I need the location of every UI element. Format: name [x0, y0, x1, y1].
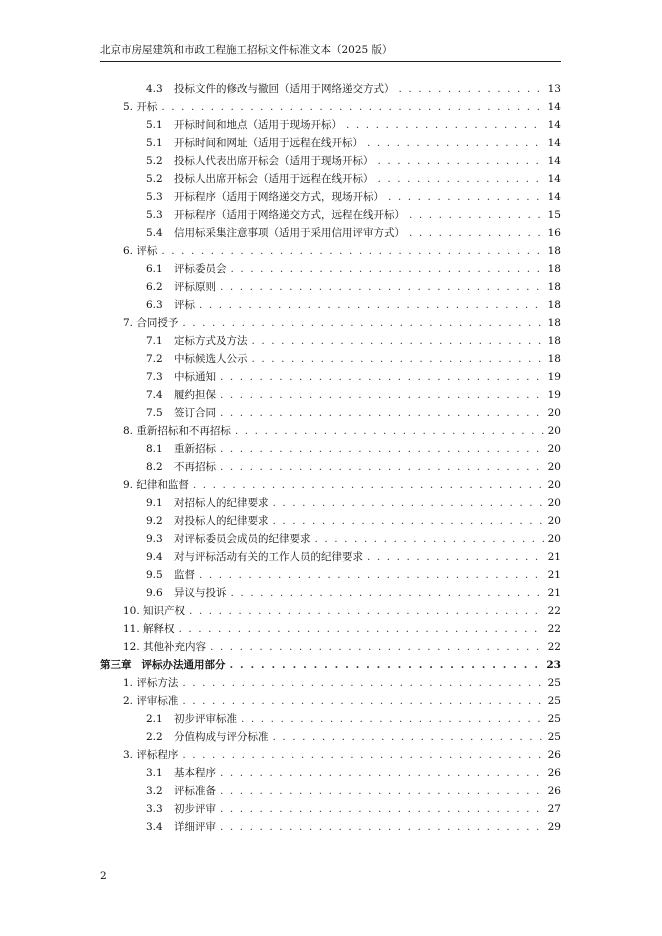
- toc-entry-number: 6.2: [146, 281, 163, 293]
- toc-entry[interactable]: [100, 474, 561, 492]
- toc-entry-number: 2.1: [146, 713, 163, 725]
- toc-entry-number: 9.5: [146, 569, 163, 581]
- toc-entry-page: 19: [547, 389, 561, 401]
- toc-entry-title: 12. 其他补充内容: [123, 641, 207, 653]
- dot-leader: [199, 568, 544, 582]
- toc-entry-title: 评标办法通用部分: [141, 659, 226, 671]
- toc-entry-number: 2.2: [146, 731, 163, 743]
- toc-entry-page: 25: [547, 677, 561, 689]
- toc-entry-page: 25: [547, 731, 561, 743]
- toc-entry-title: 6. 评标: [123, 245, 158, 257]
- toc-entry-title: 信用标采集注意事项（适用于采用信用评审方式）: [174, 227, 405, 239]
- dot-leader: [378, 172, 544, 186]
- dot-leader: [182, 676, 543, 690]
- toc-entry[interactable]: [100, 294, 561, 312]
- toc-entry-title: 中标候选人公示: [174, 353, 248, 365]
- dot-leader: [220, 406, 544, 420]
- toc-entry[interactable]: [100, 348, 561, 366]
- toc-entry[interactable]: [100, 708, 561, 726]
- dot-leader: [231, 586, 544, 600]
- toc-entry-page: 21: [547, 569, 561, 581]
- toc-entry-number: 第三章: [100, 659, 132, 671]
- toc-entry[interactable]: [100, 798, 561, 816]
- toc-entry-number: 7.2: [146, 353, 163, 365]
- toc-entry-page: 18: [547, 335, 561, 347]
- toc-entry[interactable]: [100, 726, 561, 744]
- toc-entry-page: 29: [547, 821, 561, 833]
- toc-entry[interactable]: [100, 672, 561, 690]
- toc-entry-page: 14: [547, 101, 561, 113]
- toc-entry-title: 8. 重新招标和不再招标: [123, 425, 231, 437]
- toc-entry[interactable]: [100, 564, 561, 582]
- toc-entry-page: 20: [547, 461, 561, 473]
- toc-entry-number: 6.1: [146, 263, 163, 275]
- toc-entry-title: 3. 评标程序: [123, 749, 179, 761]
- toc-entry-number: 5.2: [146, 173, 163, 185]
- toc-entry-page: 20: [547, 497, 561, 509]
- toc-entry-page: 27: [547, 803, 561, 815]
- toc-entry-title: 对招标人的纪律要求: [174, 497, 269, 509]
- toc-entry-number: 7.5: [146, 407, 163, 419]
- toc-entry-number: 6.3: [146, 299, 163, 311]
- running-header: 北京市房屋建筑和市政工程施工招标文件标准文本（2025 版）: [100, 44, 393, 56]
- toc-entry[interactable]: [100, 384, 561, 402]
- toc-entry-number: 8.1: [146, 443, 163, 455]
- toc-entry[interactable]: [100, 186, 561, 204]
- toc-entry-page: 26: [547, 785, 561, 797]
- dot-leader: [179, 622, 544, 636]
- toc-entry[interactable]: [100, 276, 561, 294]
- toc-entry-number: 3.1: [146, 767, 163, 779]
- toc-entry[interactable]: [100, 600, 561, 618]
- toc-entry-title: 投标人代表出席开标会（适用于现场开标）: [174, 155, 374, 167]
- toc-entry-page: 26: [547, 749, 561, 761]
- toc-entry[interactable]: [100, 492, 561, 510]
- dot-leader: [193, 478, 544, 492]
- dot-leader: [220, 388, 544, 402]
- toc-entry-title: 分值构成与评分标准: [174, 731, 269, 743]
- toc-entry[interactable]: [100, 78, 561, 96]
- toc-entry-page: 21: [547, 551, 561, 563]
- dot-leader: [273, 730, 544, 744]
- toc-entry-number: 5.3: [146, 191, 163, 203]
- dot-leader: [182, 694, 543, 708]
- toc-entry-title: 开标时间和网址（适用于远程在线开标）: [174, 137, 363, 149]
- toc-entry-number: 7.1: [146, 335, 163, 347]
- toc-entry-title: 2. 评审标准: [123, 695, 179, 707]
- dot-leader: [378, 154, 544, 168]
- toc-entry-number: 5.4: [146, 227, 163, 239]
- dot-leader: [235, 424, 544, 438]
- dot-leader: [367, 136, 544, 150]
- toc-entry-title: 对投标人的纪律要求: [174, 515, 269, 527]
- toc-entry-page: 18: [547, 299, 561, 311]
- toc-entry-page: 25: [547, 695, 561, 707]
- toc-entry[interactable]: [100, 528, 561, 546]
- toc-entry-title: 开标时间和地点（适用于现场开标）: [174, 119, 342, 131]
- dot-leader: [220, 280, 544, 294]
- toc-entry[interactable]: [100, 204, 561, 222]
- toc-entry-title: 初步评审: [174, 803, 216, 815]
- toc-entry[interactable]: [100, 312, 561, 330]
- dot-leader: [346, 118, 544, 132]
- toc-entry-number: 7.4: [146, 389, 163, 401]
- toc-entry-title: 评标委员会: [174, 263, 227, 275]
- toc-entry-page: 20: [547, 515, 561, 527]
- toc-entry-number: 5.3: [146, 209, 163, 221]
- toc-entry[interactable]: [100, 780, 561, 798]
- dot-leader: [241, 712, 544, 726]
- toc-entry-page: 20: [547, 533, 561, 545]
- dot-leader: [220, 460, 544, 474]
- page-number: 2: [100, 870, 107, 882]
- toc-entry-title: 定标方式及方法: [174, 335, 248, 347]
- toc-entry-title: 不再招标: [174, 461, 216, 473]
- toc-entry[interactable]: [100, 132, 561, 150]
- dot-leader: [399, 82, 544, 96]
- toc-entry[interactable]: [100, 222, 561, 240]
- dot-leader: [409, 208, 544, 222]
- toc-entry-page: 18: [547, 245, 561, 257]
- toc-entry-number: 8.2: [146, 461, 163, 473]
- toc-entry[interactable]: [100, 168, 561, 186]
- toc-entry-title: 投标人出席开标会（适用于远程在线开标）: [174, 173, 374, 185]
- toc-entry[interactable]: [100, 456, 561, 474]
- dot-leader: [220, 370, 544, 384]
- toc-entry-title: 7. 合同授予: [123, 317, 179, 329]
- dot-leader: [220, 784, 544, 798]
- toc-entry-title: 1. 评标方法: [123, 677, 179, 689]
- toc-entry-title: 10. 知识产权: [123, 605, 186, 617]
- toc-entry-number: 3.2: [146, 785, 163, 797]
- toc-entry-number: 9.3: [146, 533, 163, 545]
- dot-leader: [230, 658, 543, 672]
- toc-entry-number: 4.3: [146, 83, 163, 95]
- toc-entry-title: 开标程序（适用于网络递交方式，现场开标）: [174, 191, 384, 203]
- toc-entry-title: 11. 解释权: [123, 623, 175, 635]
- toc-entry-page: 14: [547, 119, 561, 131]
- toc-entry[interactable]: [100, 330, 561, 348]
- toc-entry-page: 18: [547, 281, 561, 293]
- toc-entry-page: 22: [547, 605, 561, 617]
- toc-entry[interactable]: [100, 546, 561, 564]
- toc-entry[interactable]: [100, 258, 561, 276]
- dot-leader: [220, 820, 544, 834]
- toc-entry[interactable]: [100, 402, 561, 420]
- toc-entry-number: 9.2: [146, 515, 163, 527]
- toc-entry-title: 监督: [174, 569, 195, 581]
- toc-entry[interactable]: [100, 582, 561, 600]
- toc-entry-number: 5.1: [146, 119, 163, 131]
- toc-entry[interactable]: [100, 96, 561, 114]
- dot-leader: [252, 352, 544, 366]
- toc-entry-page: 26: [547, 767, 561, 779]
- toc-entry-title: 基本程序: [174, 767, 216, 779]
- dot-leader: [252, 334, 544, 348]
- toc-entry-number: 7.3: [146, 371, 163, 383]
- toc-entry-number: 9.6: [146, 587, 163, 599]
- toc-entry-title: 评标原则: [174, 281, 216, 293]
- toc-entry[interactable]: [100, 150, 561, 168]
- dot-leader: [182, 316, 543, 330]
- toc-entry-page: 20: [547, 425, 561, 437]
- toc-chapter-entry[interactable]: [100, 654, 561, 672]
- dot-leader: [273, 514, 544, 528]
- toc-entry[interactable]: [100, 744, 561, 762]
- table-of-contents: [100, 78, 561, 834]
- toc-entry-page: 14: [547, 137, 561, 149]
- toc-entry-title: 重新招标: [174, 443, 216, 455]
- toc-entry-title: 中标通知: [174, 371, 216, 383]
- dot-leader: [161, 100, 543, 114]
- toc-entry[interactable]: [100, 438, 561, 456]
- toc-entry[interactable]: [100, 114, 561, 132]
- toc-entry-title: 评标准备: [174, 785, 216, 797]
- toc-entry-page: 20: [547, 479, 561, 491]
- dot-leader: [315, 532, 544, 546]
- toc-entry[interactable]: [100, 816, 561, 834]
- toc-entry-title: 初步评审标准: [174, 713, 237, 725]
- toc-entry[interactable]: [100, 420, 561, 438]
- toc-entry-page: 18: [547, 317, 561, 329]
- toc-entry-title: 异议与投诉: [174, 587, 227, 599]
- toc-entry-number: 5.1: [146, 137, 163, 149]
- toc-entry-page: 19: [547, 371, 561, 383]
- toc-entry[interactable]: [100, 690, 561, 708]
- toc-entry[interactable]: [100, 762, 561, 780]
- dot-leader: [199, 298, 544, 312]
- toc-entry-title: 详细评审: [174, 821, 216, 833]
- dot-leader: [231, 262, 544, 276]
- dot-leader: [409, 226, 544, 240]
- toc-entry-title: 签订合同: [174, 407, 216, 419]
- dot-leader: [388, 190, 544, 204]
- toc-entry-page: 13: [547, 83, 561, 95]
- toc-entry-number: 5.2: [146, 155, 163, 167]
- toc-entry-title: 9. 纪律和监督: [123, 479, 189, 491]
- toc-entry[interactable]: [100, 636, 561, 654]
- toc-entry-page: 14: [547, 191, 561, 203]
- header-rule: [100, 61, 561, 62]
- toc-entry-title: 对与评标活动有关的工作人员的纪律要求: [174, 551, 363, 563]
- dot-leader: [273, 496, 544, 510]
- toc-entry-page: 14: [547, 155, 561, 167]
- toc-entry-number: 3.3: [146, 803, 163, 815]
- dot-leader: [367, 550, 544, 564]
- toc-entry-page: 15: [547, 209, 561, 221]
- dot-leader: [182, 748, 543, 762]
- toc-entry-page: 18: [547, 353, 561, 365]
- toc-entry-page: 14: [547, 173, 561, 185]
- toc-entry-title: 5. 开标: [123, 101, 158, 113]
- toc-entry-page: 20: [547, 443, 561, 455]
- toc-entry[interactable]: [100, 366, 561, 384]
- toc-entry-title: 履约担保: [174, 389, 216, 401]
- toc-entry-page: 18: [547, 263, 561, 275]
- dot-leader: [220, 802, 544, 816]
- toc-entry-number: 9.4: [146, 551, 163, 563]
- dot-leader: [161, 244, 543, 258]
- toc-entry[interactable]: [100, 618, 561, 636]
- dot-leader: [220, 766, 544, 780]
- toc-entry-number: 9.1: [146, 497, 163, 509]
- toc-entry-page: 22: [547, 623, 561, 635]
- dot-leader: [220, 442, 544, 456]
- toc-entry-page: 20: [547, 407, 561, 419]
- toc-entry-title: 投标文件的修改与撤回（适用于网络递交方式）: [174, 83, 395, 95]
- toc-entry-title: 开标程序（适用于网络递交方式，远程在线开标）: [174, 209, 405, 221]
- toc-entry-page: 22: [547, 641, 561, 653]
- toc-entry-number: 3.4: [146, 821, 163, 833]
- dot-leader: [210, 640, 544, 654]
- toc-entry-page: 21: [547, 587, 561, 599]
- toc-entry-page: 23: [546, 659, 561, 671]
- dot-leader: [189, 604, 544, 618]
- toc-entry[interactable]: [100, 240, 561, 258]
- toc-entry-title: 评标: [174, 299, 195, 311]
- toc-entry[interactable]: [100, 510, 561, 528]
- toc-entry-page: 25: [547, 713, 561, 725]
- toc-entry-page: 16: [547, 227, 561, 239]
- toc-entry-title: 对评标委员会成员的纪律要求: [174, 533, 311, 545]
